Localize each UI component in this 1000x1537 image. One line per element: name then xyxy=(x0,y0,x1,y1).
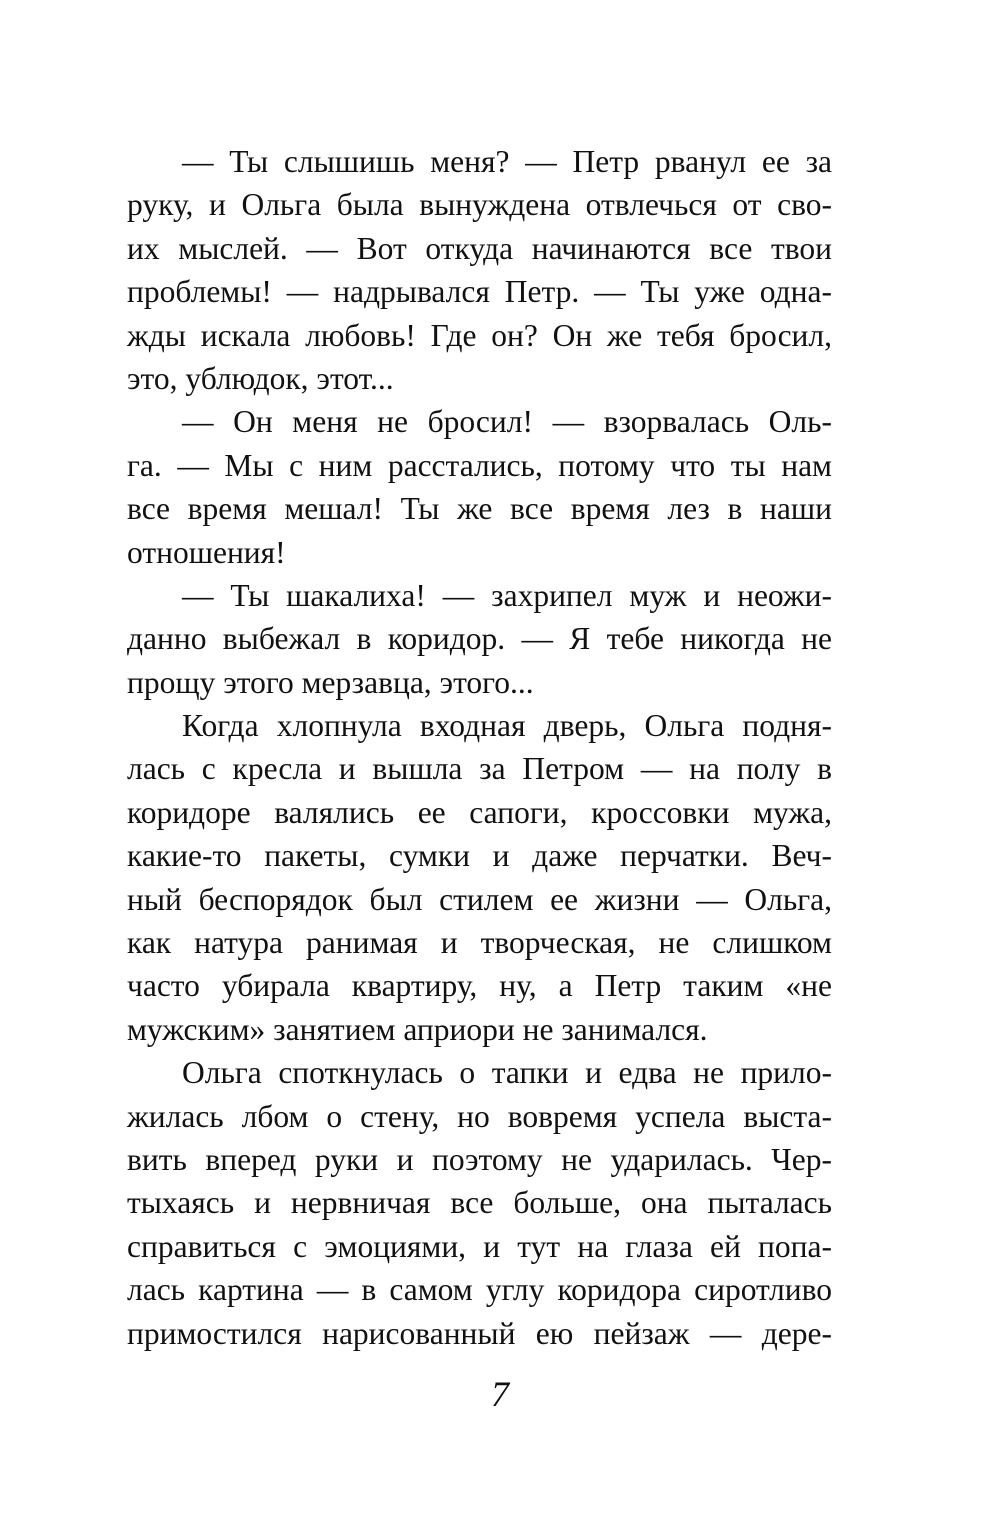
text-line: все время мешал! Ты же все время лез в наши xyxy=(127,491,832,527)
text-line: прощу этого мерзавца, этого... xyxy=(127,664,534,700)
text-line: жилась лбом о стену, но вовремя успела выста- xyxy=(127,1098,832,1134)
text-line: отношения! xyxy=(127,534,286,570)
text-line: коридоре валялись ее сапоги, кроссовки мужа, xyxy=(127,794,832,830)
page-number: 7 xyxy=(491,1374,509,1414)
text-line: как натура ранимая и творческая, не слишком xyxy=(127,925,832,961)
text-line: вить вперед руки и поэтому не ударилась. Чер- xyxy=(127,1141,832,1177)
text-line: Ольга споткнулась о тапки и едва не прило- xyxy=(182,1055,832,1091)
text-line: лась с кресла и вышла за Петром — на полу в xyxy=(127,751,832,787)
text-line: жды искала любовь! Где он? Он же тебя бросил, xyxy=(127,317,832,353)
text-line: — Ты слышишь меня? — Петр рванул ее за xyxy=(182,144,832,179)
text-line: проблемы! — надрывался Петр. — Ты уже одна- xyxy=(127,274,832,310)
text-line: данно выбежал в коридор. — Я тебе никогда не xyxy=(127,621,832,657)
text-line: лась картина — в самом углу коридора сиротливо xyxy=(127,1272,832,1308)
text-line: тыхаясь и нервничая все больше, она пыталась xyxy=(127,1185,832,1221)
text-line: Когда хлопнула входная дверь, Ольга подня- xyxy=(182,708,832,744)
page-text xyxy=(127,140,832,1355)
text-line: какие-то пакеты, сумки и даже перчатки. Веч- xyxy=(127,838,832,874)
text-line: часто убирала квартиру, ну, а Петр таким «не xyxy=(127,968,832,1004)
text-line: га. — Мы с ним расстались, потому что ты нам xyxy=(127,447,832,483)
text-line: руку, и Ольга была вынуждена отвлечься от сво- xyxy=(127,187,832,223)
text-line: мужским» занятием априори не занимался. xyxy=(127,1011,708,1047)
text-line: примостился нарисованный ею пейзаж — дере- xyxy=(127,1315,832,1351)
text-line: — Он меня не бросил! — взорвалась Оль- xyxy=(182,404,832,440)
text-line: справиться с эмоциями, и тут на глаза ей попа- xyxy=(127,1228,832,1264)
text-line: — Ты шакалиха! — захрипел муж и неожи- xyxy=(182,577,832,613)
text-line: это, ублюдок, этот... xyxy=(127,360,394,396)
text-line: ный беспорядок был стилем ее жизни — Ольга, xyxy=(127,881,832,917)
text-line: их мыслей. — Вот откуда начинаются все твои xyxy=(127,230,832,266)
